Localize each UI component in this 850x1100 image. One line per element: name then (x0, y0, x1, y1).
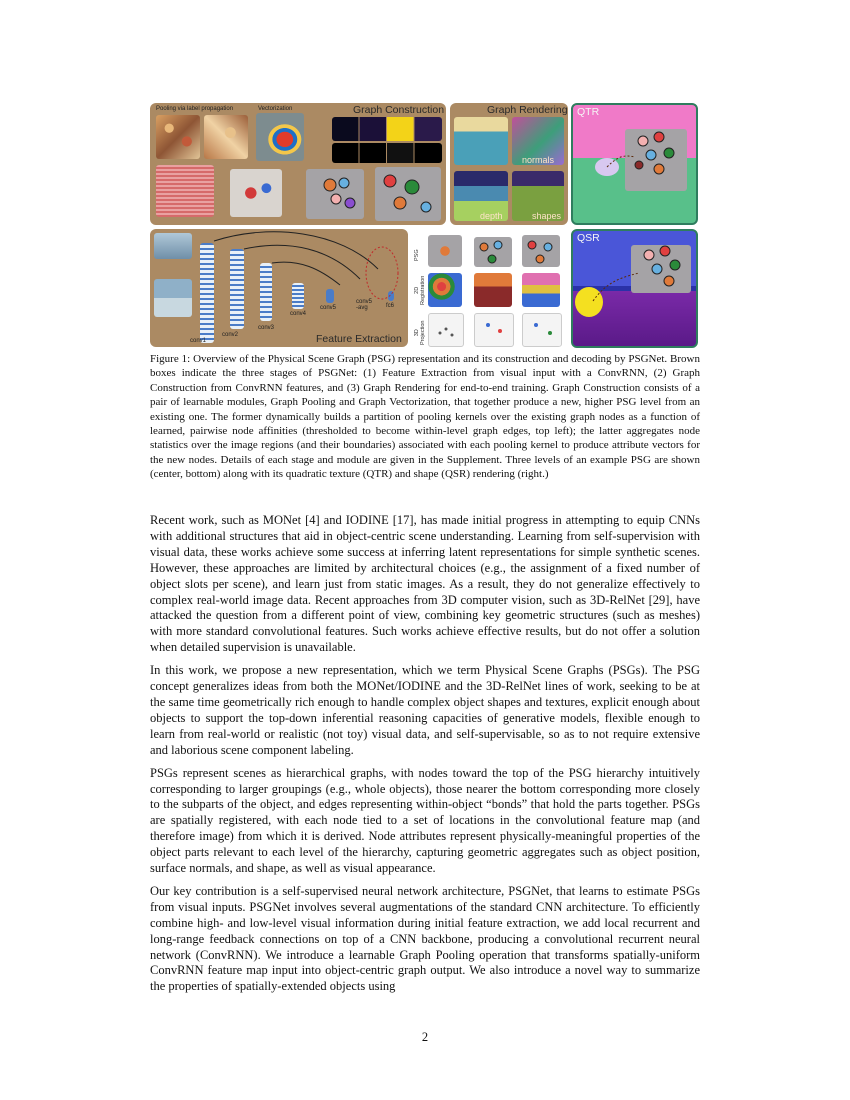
qsr-title: QSR (577, 232, 600, 244)
paragraph: In this work, we propose a new representation, which we term Physical Scene Graphs (PSGs). The PSG concept generalizes ideas from both the MONet/IODINE and the 3D-RelNet lines of work, seeking to be at the same time geometrically rich enough to handle complex object shapes and textures, explicit enough about objects to support the top-down inferential reasoning capacities of generative models, flexible enough to learn from real-world or realistic (not toy) visual data, and self-supervisable, so as to not require extensive and laborious scene component labeling. (150, 663, 700, 757)
psg-example-grid (412, 233, 564, 347)
render-rgb (454, 117, 508, 165)
paragraph: Recent work, such as MONet [4] and IODINE [17], has made initial progress in attempting to equip CNNs with additional structures that aid in object-centric scene understanding. Learning from self-supervision with visual data, these works achieve some success at inferring latent representations for simple synthetic scenes. However, these approaches are limited by architectural choices (e.g., the assignment of a fixed number of object slots per scene), and learn just from static images. As a result, they do not generalize effectively to complex real-world image data. Recent approaches from 3D computer vision, such as 3D-RelNet [29], have attacked the question from a different point of view, combining key geometric structures (such as meshes) with more standard convolutional features. Such works achieve effective results, but do not offer a solution when detailed supervision is unavailable. (150, 513, 700, 655)
vectorization-label: Vectorization (258, 106, 293, 112)
registration-row-label: 2D Registration (414, 275, 426, 305)
conv3-label: conv3 (258, 325, 275, 331)
conv1-label: conv1 (190, 338, 207, 344)
projection-row-label: 3D Projection (414, 320, 426, 345)
feature-extraction-title: Feature Extraction (316, 333, 402, 345)
figure-caption: Figure 1: Overview of the Physical Scene Graph (PSG) representation and its construction and decoding by PSGNet. Brown boxes indicate the three stages of PSGNet: (1) Feature Extraction from visual input with a ConvRNN, (2) Graph Construction from ConvRNN features, and (3) Graph Rendering for end-to-end training. Graph Construction consists of a pair of learnable modules, Graph Pooling and Graph Vectorization, that together produce a new, higher PSG level from an existing one. The former dynamically builds a partition of pooling kernels over the existing graph nodes as a function of learned, pairwise node affinities (thresholded to become within-level graph edges, top left); the latter aggregates node statistics over the image regions (and their boundaries) associated with each pooling kernel to produce attribute vectors for the new nodes. Details of each stage and module are given in the Supplement. Three levels of an example PSG are shown (center, bottom) along with its quadratic texture (QTR) and shape (QSR) rendering (right.) (150, 353, 700, 481)
graph-construction-title: Graph Construction (353, 104, 445, 116)
conv4-label: conv4 (290, 311, 307, 317)
feature-extraction-panel (150, 229, 408, 347)
qtr-title: QTR (577, 106, 600, 118)
qtr-graph-nodes (573, 105, 696, 223)
qsr-graph-nodes (573, 231, 696, 346)
graph-rendering-title: Graph Rendering (487, 104, 568, 116)
qsr-panel (571, 229, 698, 348)
feedback-arrows (150, 229, 408, 347)
page-number: 2 (421, 1030, 429, 1044)
body-text (150, 513, 700, 1002)
conv5-label: conv5 (320, 305, 337, 311)
depth-label: depth (480, 211, 503, 221)
psg-row-label: PSG (414, 249, 420, 261)
paragraph: PSGs represent scenes as hierarchical graphs, with nodes toward the top of the PSG hierarchy intuitively corresponding to larger groupings (e.g., whole objects), those nearer the bottom corresponding more closely to the subparts of the object, and edges representing within-object “bonds” that hold the parts together. PSGs are spatially registered, with each node tied to a set of locations in the convolutional feature map (and therefore image) from which it is derived. Node attributes represent physically-meaningful properties of the object parts relevant to each level of the hierarchy, capturing geometric aggregates such as object position, surface normals, and shape, as well as visual appearance. (150, 765, 700, 876)
pooling-label: Pooling via label propagation (156, 106, 234, 112)
figure-1 (150, 103, 698, 348)
psg-example-nodes (412, 233, 564, 347)
normals-label: normals (522, 155, 555, 165)
graph-rendering-panel (450, 103, 568, 225)
conv2-label: conv2 (222, 332, 239, 338)
fc6-label: fc6 (386, 303, 395, 309)
graph-nodes-construction (150, 103, 446, 225)
conv5-avg-label: conv5 -avg (356, 299, 373, 311)
shapes-label: shapes (532, 211, 562, 221)
paragraph: Our key contribution is a self-supervised neural network architecture, PSGNet, that learns to estimate PSGs from visual inputs. PSGNet involves several augmentations of the standard CNN architecture. To efficiently combine high- and low-level visual information during initial feature extraction, we add local recurrent and long-range feedback connections on top of a CNN backbone, producing a convolutional recurrent neural network (ConvRNN). We introduce a learnable Graph Pooling operation that transforms spatially-uniform ConvRNN feature map input into object-centric graph output. We also introduce a novel way to summarize the properties of spatially-extended objects using (150, 883, 700, 994)
qtr-panel (571, 103, 698, 225)
graph-construction-panel (150, 103, 446, 225)
